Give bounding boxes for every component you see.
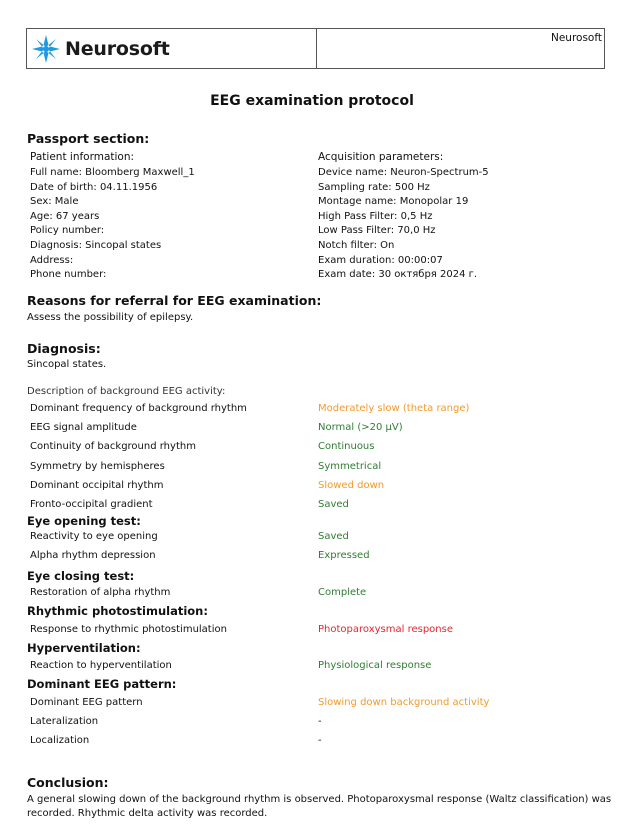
finding-label: Response to rhythmic photostimulation <box>30 624 227 635</box>
finding-label: Fronto-occipital gradient <box>30 499 153 510</box>
patient-info-line: Age: 67 years <box>30 210 100 222</box>
patient-info-line: Policy number: <box>30 225 105 237</box>
finding-label: Alpha rhythm depression <box>30 550 156 561</box>
finding-value: Normal (>20 µV) <box>318 422 403 434</box>
patient-info-line: Address: <box>30 254 74 266</box>
finding-value: Saved <box>318 499 349 510</box>
acquisition-line: Exam date: 30 октября 2024 г. <box>318 269 478 281</box>
passport-heading: Passport section: <box>27 131 150 146</box>
finding-value: Continuous <box>318 441 375 453</box>
referral-text: Assess the possibility of epilepsy. <box>27 312 194 323</box>
finding-label: Continuity of background rhythm <box>30 441 196 453</box>
acquisition-heading: Acquisition parameters: <box>318 151 444 163</box>
patient-info-line: Phone number: <box>30 269 107 281</box>
finding-value: Slowing down background activity <box>318 697 490 708</box>
dominant-pattern-heading: Dominant EEG pattern: <box>27 677 177 691</box>
finding-value: Symmetrical <box>318 460 382 472</box>
finding-value: Expressed <box>318 550 370 561</box>
acquisition-line: Montage name: Monopolar 19 <box>318 196 469 208</box>
eye-opening-heading: Eye opening test: <box>27 514 141 528</box>
patient-info-line: Sex: Male <box>30 196 79 208</box>
finding-label: Localization <box>30 735 90 746</box>
finding-label: Dominant frequency of background rhythm <box>30 403 247 414</box>
patient-info-line: Date of birth: 04.11.1956 <box>30 181 158 193</box>
finding-label: Reaction to hyperventilation <box>30 660 172 671</box>
finding-label: Reactivity to eye opening <box>30 531 158 542</box>
finding-value: Photoparoxysmal response <box>318 624 453 635</box>
patient-info-line: Diagnosis: Sincopal states <box>30 240 162 251</box>
document-header <box>26 28 605 69</box>
acquisition-line: Low Pass Filter: 70,0 Hz <box>318 225 436 237</box>
header-right-label: Neurosoft <box>550 32 602 44</box>
diagnosis-text: Sincopal states. <box>27 359 107 370</box>
diagnosis-heading: Diagnosis: <box>27 341 101 356</box>
finding-value: Saved <box>318 531 349 542</box>
patient-info-line: Full name: Bloomberg Maxwell_1 <box>30 167 195 178</box>
finding-label: Restoration of alpha rhythm <box>30 587 171 598</box>
brand-name: Neurosoft <box>65 37 170 60</box>
eye-closing-heading: Eye closing test: <box>27 569 135 583</box>
logo <box>27 29 317 68</box>
conclusion-heading: Conclusion: <box>27 775 109 790</box>
acquisition-line: Device name: Neuron-Spectrum-5 <box>318 167 489 178</box>
referral-heading: Reasons for referral for EEG examination: <box>27 293 322 308</box>
finding-value: Physiological response <box>318 660 432 671</box>
background-heading: Description of background EEG activity: <box>27 386 226 397</box>
conclusion-line-2: recorded. Rhythmic delta activity was recorded. <box>27 808 268 819</box>
header-right-cell <box>317 29 604 68</box>
finding-label: Lateralization <box>30 716 99 727</box>
finding-value: Moderately slow (theta range) <box>318 403 470 414</box>
acquisition-line: Exam duration: 00:00:07 <box>318 254 443 266</box>
acquisition-line: Notch filter: On <box>318 240 395 251</box>
acquisition-line: Sampling rate: 500 Hz <box>318 181 430 193</box>
finding-value: Slowed down <box>318 479 385 491</box>
finding-label: EEG signal amplitude <box>30 422 137 434</box>
photostim-heading: Rhythmic photostimulation: <box>27 604 208 618</box>
finding-label: Dominant occipital rhythm <box>30 479 164 491</box>
finding-label: Dominant EEG pattern <box>30 697 143 708</box>
acquisition-line: High Pass Filter: 0,5 Hz <box>318 210 433 222</box>
finding-value: - <box>318 716 322 727</box>
patient-heading: Patient information: <box>30 151 135 163</box>
neurosoft-logo-icon <box>31 34 61 64</box>
finding-value: - <box>318 735 322 746</box>
document-title: EEG examination protocol <box>210 93 414 109</box>
hyperventilation-heading: Hyperventilation: <box>27 641 141 655</box>
finding-value: Complete <box>318 587 367 598</box>
finding-label: Symmetry by hemispheres <box>30 460 165 472</box>
conclusion-line-1: A general slowing down of the background rhythm is observed. Photoparoxysmal response (Waltz classification) was <box>27 794 612 805</box>
